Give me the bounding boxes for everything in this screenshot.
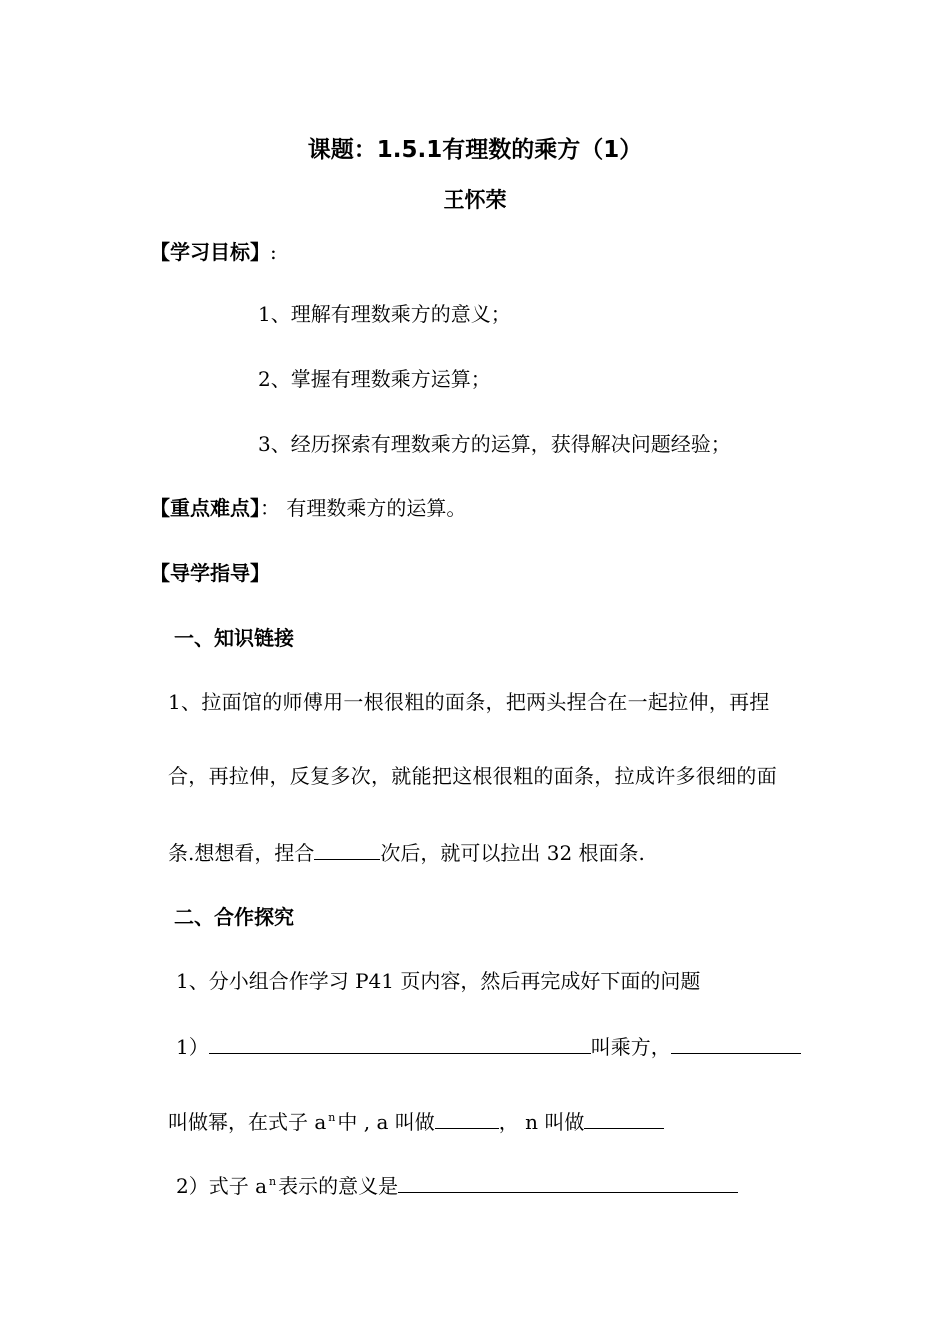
section1-paragraph-line3	[168, 837, 645, 867]
question2-line	[176, 1170, 738, 1204]
keypoints-text: ： 有理数乘方的运算。	[260, 496, 467, 520]
answer-blank[interactable]	[398, 1170, 738, 1193]
section1-heading: 一、知识链接	[174, 626, 294, 650]
section1-text-b: 次后，就可以拉出 32 根面条.	[380, 841, 645, 865]
question2-prefix: 2）式子 a	[176, 1174, 268, 1198]
exponent-n: n	[328, 1111, 336, 1124]
question2-suffix: 表示的意义是	[278, 1174, 399, 1198]
exponent-n: n	[269, 1175, 277, 1188]
keypoints-line	[150, 494, 466, 522]
section1-paragraph-line2: 合，再拉伸，反复多次，就能把这根很粗的面条，拉成许多很细的面	[168, 764, 777, 788]
answer-blank[interactable]	[671, 1031, 801, 1054]
objectives-heading-line	[150, 238, 277, 266]
author-name: 王怀荣	[443, 188, 507, 212]
answer-blank[interactable]	[209, 1031, 591, 1054]
objectives-colon: :	[270, 240, 277, 264]
question1-text-a: 叫做幂，在式子 a	[168, 1110, 327, 1134]
guidance-heading: 【导学指导】	[150, 561, 270, 585]
section2-task: 1、分小组合作学习 P41 页内容，然后再完成好下面的问题	[176, 969, 701, 993]
objective-item: 2、掌握有理数乘方运算；	[258, 367, 491, 391]
question1-prefix: 1）	[176, 1035, 209, 1059]
answer-blank[interactable]	[584, 1106, 664, 1129]
answer-blank[interactable]	[314, 837, 380, 860]
question1-line2	[168, 1106, 664, 1140]
objective-item: 3、经历探索有理数乘方的运算，获得解决问题经验；	[258, 432, 731, 456]
keypoints-heading: 【重点难点】	[150, 496, 260, 520]
section1-text-a: 条.想想看，捏合	[168, 841, 315, 865]
question1-text-b: 中 , a 叫做	[337, 1110, 435, 1134]
document-title: 课题：1.5.1有理数的乘方（1）	[307, 137, 643, 163]
objective-item: 1、理解有理数乘方的意义；	[258, 302, 511, 326]
question1-text-c: ， n 叫做	[498, 1110, 585, 1134]
question1-line1	[176, 1031, 801, 1061]
objectives-heading: 【学习目标】	[150, 240, 270, 264]
question1-mid: 叫乘方，	[590, 1035, 671, 1059]
section2-heading: 二、合作探究	[174, 905, 294, 929]
section1-paragraph-line1: 1、拉面馆的师傅用一根很粗的面条，把两头捏合在一起拉伸，再捏	[168, 690, 770, 714]
answer-blank[interactable]	[435, 1106, 499, 1129]
